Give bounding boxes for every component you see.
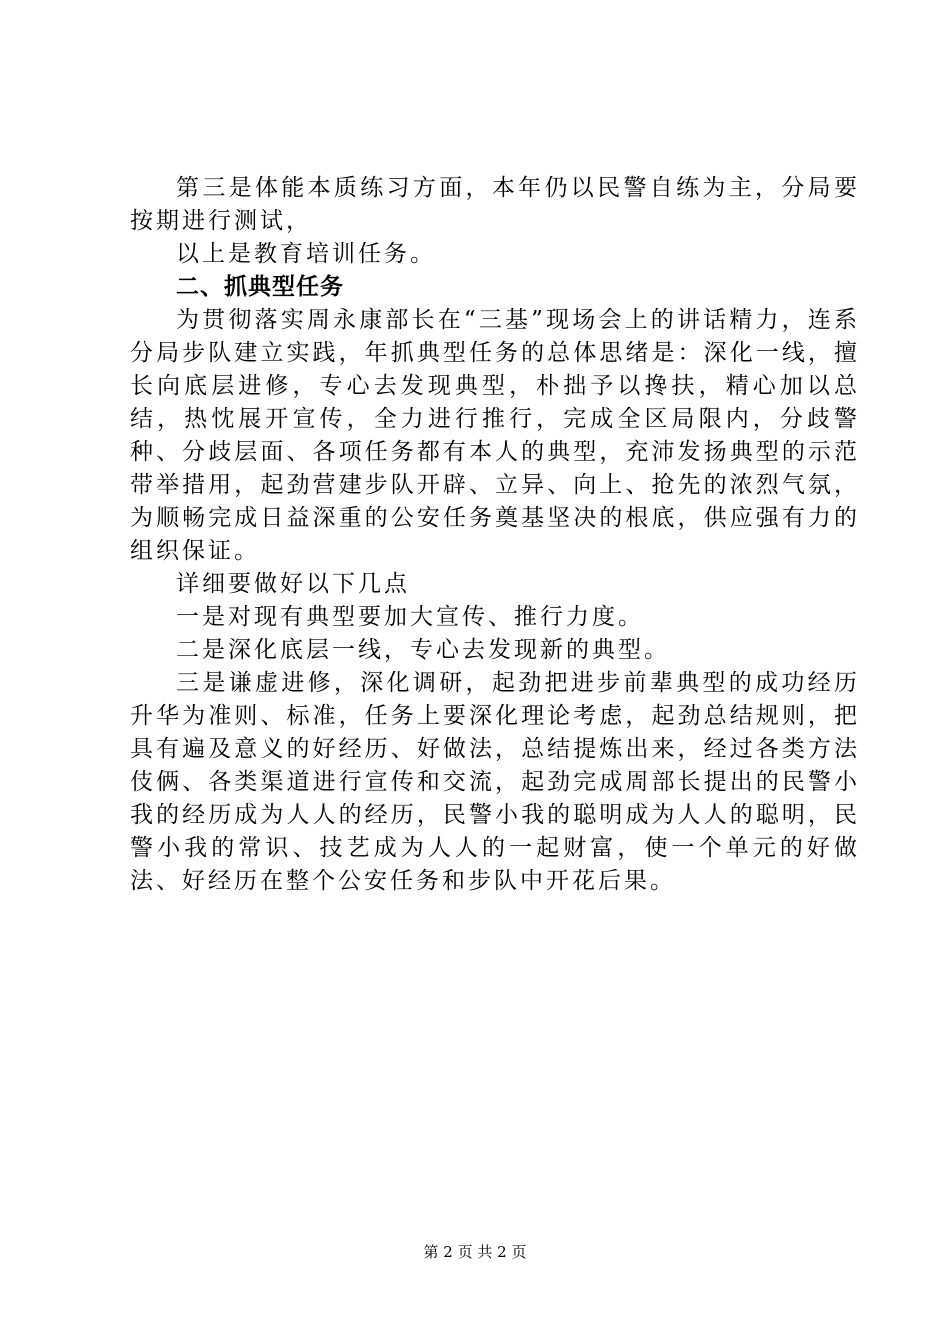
section-heading: 二、抓典型任务 <box>176 274 344 300</box>
paragraph-intro-points: 详细要做好以下几点 <box>176 571 410 597</box>
page-number-footer: 第 2 页 共 2 页 <box>423 1243 527 1261</box>
paragraph-overview: 为贯彻落实周永康部长在“三基”现场会上的讲话精力，连系分局步队建立实践，年抓典型任务的总体思绪是：深化一线，擅长向底层进修，专心去发现典型，朴拙予以搀扶，精心加以总结，热忱展开宣传，全力进行推行，完成全区局限内，分歧警种、分歧层面、各项任务都有本人的典型，充沛发扬典型的示范带举措用，起劲营建步队开辟、立异、向上、抢先的浓烈气氛，为顺畅完成日益深重的公安任务奠基坚决的根底，供应强有力的组织保证。 <box>130 307 860 564</box>
paragraph-physical-training: 第三是体能本质练习方面，本年仍以民警自练为主，分局要按期进行测试， <box>130 175 860 234</box>
paragraph-point-one: 一是对现有典型要加大宣传、推行力度。 <box>176 604 644 630</box>
paragraph-training-summary: 以上是教育培训任务。 <box>176 241 436 267</box>
paragraph-point-two: 二是深化底层一线，专心去发现新的典型。 <box>176 637 670 663</box>
document-body <box>130 172 860 898</box>
paragraph-point-three: 三是谦虚进修，深化调研，起劲把进步前辈典型的成功经历升华为准则、标准，任务上要深化理论考虑，起劲总结规则，把具有遍及意义的好经历、好做法，总结提炼出来，经过各类方法伎俩、各类渠道进行宣传和交流，起劲完成周部长提出的民警小我的经历成为人人的经历，民警小我的聪明成为人人的聪明，民警小我的常识、技艺成为人人的一起财富，使一个单元的好做法、好经历在整个公安任务和步队中开花后果。 <box>130 670 860 894</box>
